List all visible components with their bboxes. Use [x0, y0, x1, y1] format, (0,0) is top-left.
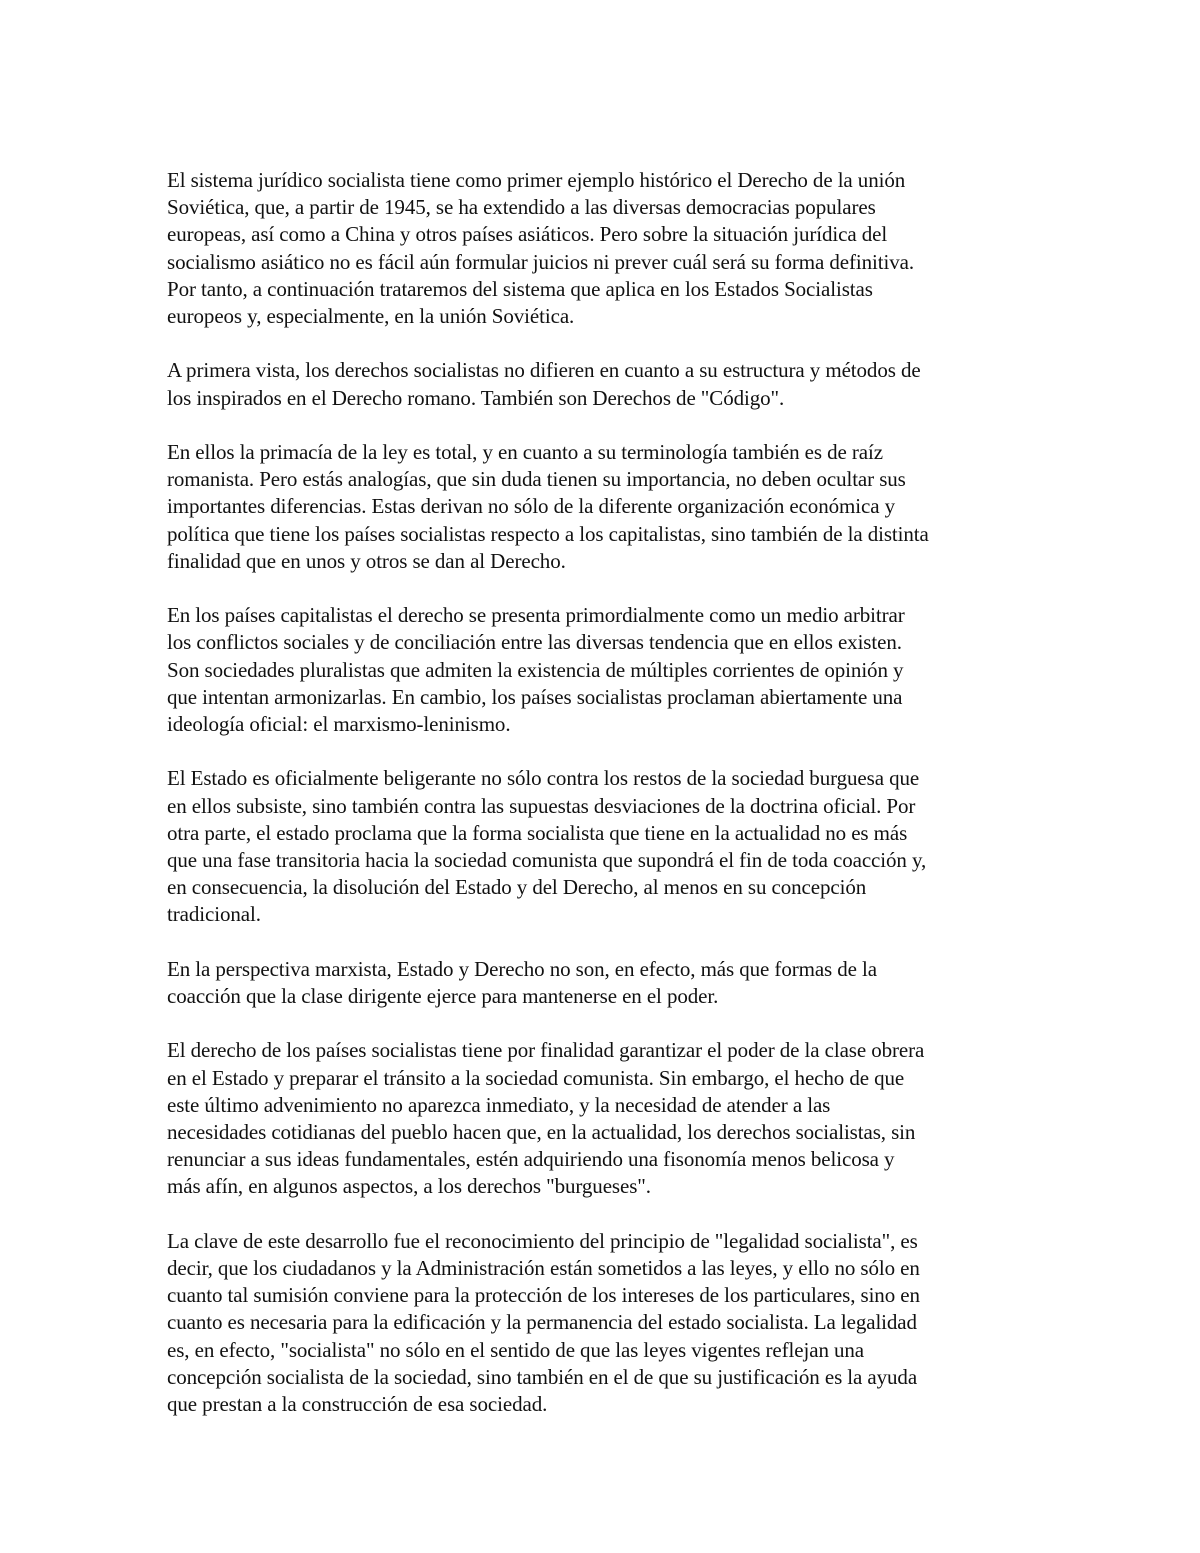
- text-line: otra parte, el estado proclama que la forma socialista que tiene en la actualidad no es más: [167, 820, 908, 845]
- text-line: A primera vista, los derechos socialistas no difieren en cuanto a su estructura y métodos de: [167, 358, 921, 383]
- text-line: renunciar a sus ideas fundamentales, estén adquiriendo una fisonomía menos belicosa y: [167, 1147, 895, 1172]
- paragraph: [167, 167, 1047, 330]
- document-body: [167, 167, 1047, 1445]
- text-line: europeas, así como a China y otros países asiáticos. Pero sobre la situación jurídica del: [167, 222, 888, 247]
- text-line: este último advenimiento no aparezca inmediato, y la necesidad de atender a las: [167, 1092, 831, 1117]
- text-line: los conflictos sociales y de conciliación entre las diversas tendencia que en ellos existen.: [167, 630, 902, 655]
- text-line: finalidad que en unos y otros se dan al Derecho.: [167, 548, 566, 573]
- text-line: El Estado es oficialmente beligerante no sólo contra los restos de la sociedad burguesa que: [167, 766, 920, 791]
- text-line: Por tanto, a continuación trataremos del sistema que aplica en los Estados Socialistas: [167, 276, 873, 301]
- text-line: tradicional.: [167, 902, 261, 927]
- text-line: los inspirados en el Derecho romano. También son Derechos de "Código".: [167, 385, 785, 410]
- text-line: concepción socialista de la sociedad, sino también en el de que su justificación es la ayuda: [167, 1364, 918, 1389]
- text-line: Son sociedades pluralistas que admiten la existencia de múltiples corrientes de opinión y: [167, 657, 904, 682]
- text-line: El sistema jurídico socialista tiene como primer ejemplo histórico el Derecho de la unión: [167, 168, 906, 192]
- text-line: En ellos la primacía de la ley es total, y en cuanto a su terminología también es de raíz: [167, 440, 883, 464]
- paragraph: [167, 602, 1047, 738]
- text-line: En los países capitalistas el derecho se presenta primordialmente como un medio arbitrar: [167, 603, 905, 628]
- text-line: cuanto tal sumisión conviene para la protección de los intereses de los particulares, sino en: [167, 1283, 920, 1308]
- paragraph: [167, 1037, 1047, 1200]
- text-line: en el Estado y preparar el tránsito a la sociedad comunista. Sin embargo, el hecho de que: [167, 1065, 905, 1090]
- text-line: La clave de este desarrollo fue el reconocimiento del principio de "legalidad socialista", es: [167, 1228, 918, 1253]
- text-line: europeos y, especialmente, en la unión Soviética.: [167, 304, 575, 329]
- text-line: Soviética, que, a partir de 1945, se ha extendido a las diversas democracias populares: [167, 195, 876, 220]
- text-line: cuanto es necesaria para la edificación y la permanencia del estado socialista. La legalidad: [167, 1310, 917, 1335]
- paragraph: [167, 439, 1047, 575]
- text-line: decir, que los ciudadanos y la Administración están sometidos a las leyes, y ello no sólo en: [167, 1256, 920, 1281]
- text-line: ideología oficial: el marxismo-leninismo.: [167, 712, 511, 737]
- text-line: en consecuencia, la disolución del Estado y del Derecho, al menos en su concepción: [167, 875, 867, 900]
- text-line: coacción que la clase dirigente ejerce para mantenerse en el poder.: [167, 984, 719, 1009]
- text-line: que una fase transitoria hacia la sociedad comunista que supondrá el fin de toda coacción y,: [167, 848, 927, 873]
- text-line: que prestan a la construcción de esa sociedad.: [167, 1392, 548, 1417]
- paragraph: [167, 1228, 1047, 1418]
- text-line: más afín, en algunos aspectos, a los derechos "burgueses".: [167, 1174, 651, 1199]
- text-line: El derecho de los países socialistas tiene por finalidad garantizar el poder de la clase obrera: [167, 1038, 925, 1063]
- paragraph: [167, 956, 1047, 1010]
- paragraph: [167, 765, 1047, 928]
- text-line: política que tiene los países socialistas respecto a los capitalistas, sino también de la distinta: [167, 521, 929, 546]
- text-line: que intentan armonizarlas. En cambio, los países socialistas proclaman abiertamente una: [167, 684, 903, 709]
- text-line: es, en efecto, "socialista" no sólo en el sentido de que las leyes vigentes reflejan una: [167, 1337, 865, 1362]
- text-line: romanista. Pero estás analogías, que sin duda tienen su importancia, no deben ocultar sus: [167, 467, 906, 492]
- text-line: En la perspectiva marxista, Estado y Derecho no son, en efecto, más que formas de la: [167, 956, 878, 981]
- text-line: necesidades cotidianas del pueblo hacen que, en la actualidad, los derechos socialistas, sin: [167, 1120, 916, 1145]
- text-line: en ellos subsiste, sino también contra las supuestas desviaciones de la doctrina oficial. Por: [167, 793, 916, 818]
- text-line: importantes diferencias. Estas derivan no sólo de la diferente organización económica y: [167, 494, 895, 519]
- paragraph: [167, 357, 1047, 411]
- text-line: socialismo asiático no es fácil aún formular juicios ni prever cuál será su forma definitiva.: [167, 249, 915, 274]
